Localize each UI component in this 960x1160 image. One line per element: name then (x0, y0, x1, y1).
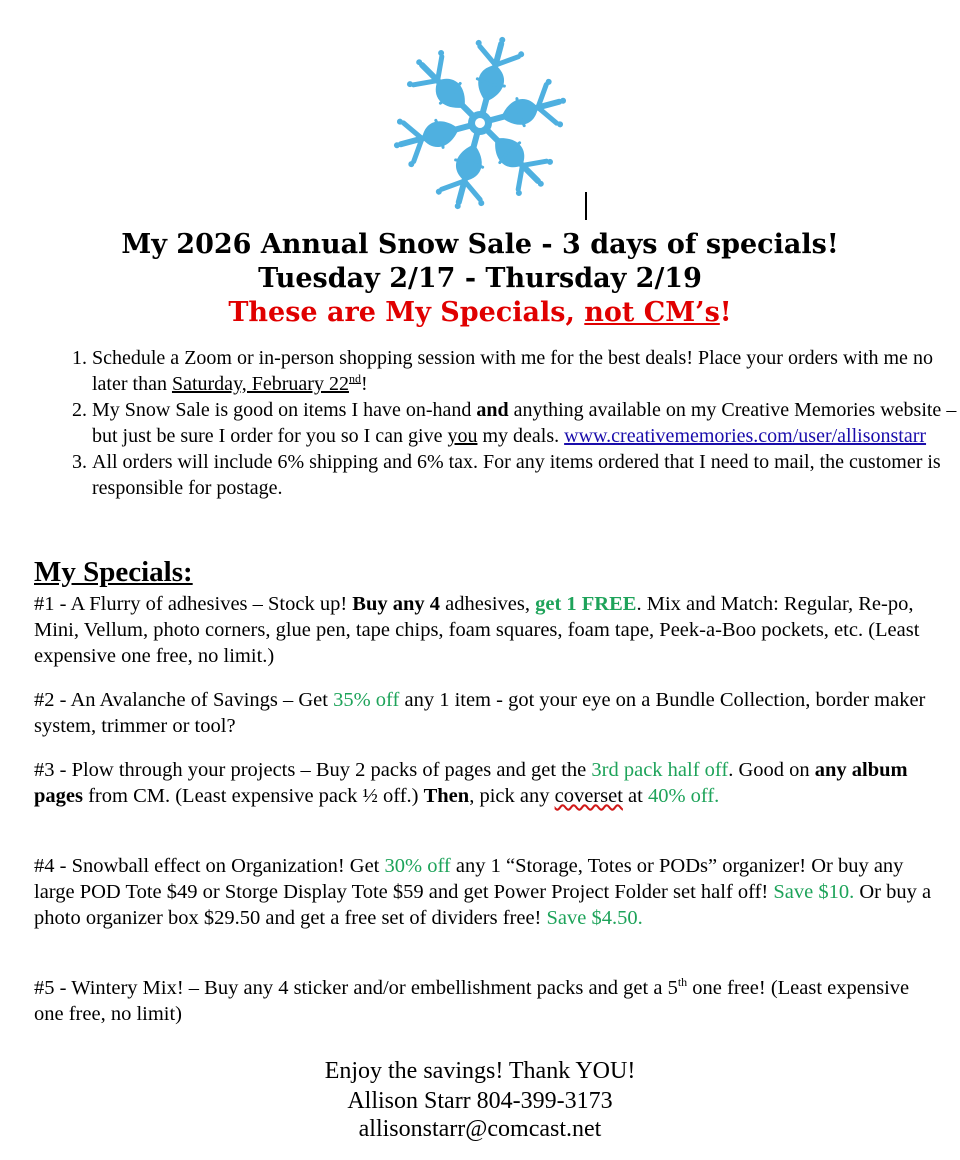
footer-email: allisonstarr@comcast.net (358, 1116, 602, 1142)
special-2: #2 - An Avalanche of Savings – Get 35% off any 1 item - got your eye on a Bundle Collection, border maker system, trimmer or tool? (34, 689, 926, 737)
footer-thanks: Enjoy the savings! Thank YOU! (324, 1058, 636, 1084)
special-3: #3 - Plow through your projects – Buy 2 packs of pages and get the 3rd pack half off. Good on any album pages from CM. (Least expensive pack ½ off.) Then, pick any coverset at 40% off. (34, 759, 908, 807)
special-1: #1 - A Flurry of adhesives – Stock up! Buy any 4 adhesives, get 1 FREE. Mix and Match: Regular, Re-po, Mini, Vellum, photo corners, glue pen, tape chips, foam squares, foam tape, Peek-a-Boo pockets, etc. (Least expensive one free, no limit.) (34, 593, 920, 667)
special-5: #5 - Wintery Mix! – Buy any 4 sticker and/or embellishment packs and get a 5th one free! (Least expensive one free, no limit) (34, 975, 910, 1025)
headline-title: My 2026 Annual Snow Sale - 3 days of specials! (121, 229, 839, 260)
website-link[interactable]: www.creativememories.com/user/allisonstarr (564, 425, 927, 447)
headline-disclaimer: These are My Specials, not CM’s! (228, 297, 732, 328)
rules-list (62, 345, 960, 501)
text-cursor (585, 192, 587, 220)
rule-item-3: 3. All orders will include 6% shipping and 6% tax. For any items ordered that I need to mail, the customer is responsible for postage. (92, 449, 960, 501)
rule-item-2: 2. My Snow Sale is good on items I have on-hand and anything available on my Creative Memories website – but just be sure I order for you so I can give you my deals. www.creativememories.com/user/allisonstarr (92, 397, 960, 449)
snowflake-icon (380, 28, 580, 218)
special-4: #4 - Snowball effect on Organization! Get 30% off any 1 “Storage, Totes or PODs” organizer! Or buy any large POD Tote $49 or Storge Display Tote $59 and get Power Project Folder set half off! Save $10. Or buy a photo organizer box $29.50 and get a free set of dividers free! Save $4.50. (34, 855, 932, 929)
specials-title: My Specials: (34, 556, 193, 588)
headline-dates: Tuesday 2/17 - Thursday 2/19 (258, 263, 702, 294)
rule-item-1: 1. Schedule a Zoom or in-person shopping session with me for the best deals! Place your orders with me no later than Saturday, February 22nd! (92, 345, 960, 397)
footer-contact: Allison Starr 804-399-3173 (347, 1088, 613, 1114)
